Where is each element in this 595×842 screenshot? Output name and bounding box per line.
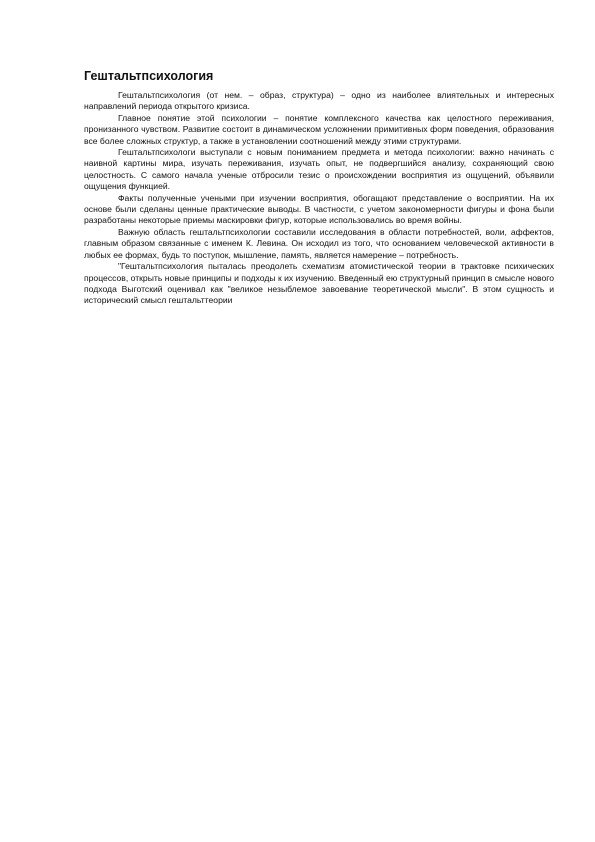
paragraph-4: Факты полученные учеными при изучении восприятия, обогащают представление о восприятии. На их основе были сделаны ценные практические выводы. В частности, с учетом закономерности фигуры и фона были разработаны некоторые приемы маскировки фигур, которые использовались во время войны. [84, 192, 554, 226]
paragraph-3: Гештальтпсихологи выступали с новым пониманием предмета и метода психологии: важно начинать с наивной картины мира, изучать переживания, изучать опыт, не подвергшийся анализу, сохраняющий свою целостность. С самого начала ученые отбросили тезис о происхождении восприятия из ощущений, объявили ощущения функцией. [84, 147, 554, 192]
paragraph-1: Гештальтпсихология (от нем. – образ, структура) – одно из наиболее влиятельных и интересных направлений периода открытого кризиса. [84, 90, 554, 112]
paragraph-2: Главное понятие этой психологии – понятие комплексного качества как целостного переживания, пронизанного чувством. Развитие состоит в динамическом усложнении примитивных форм поведения, образования все более сложных структур, а также в установлении соотношений между этими структурами. [84, 112, 554, 146]
document-title: Гештальтпсихология [84, 69, 214, 83]
paragraph-6: "Гештальтпсихология пыталась преодолеть схематизм атомистической теории в трактовке психических процессов, открыть новые принципы и подходы к их изучению. Введенный ею структурный принцип в смысле нового подхода Выготский оценивал как "великое незыблемое завоевание теоретической мысли". В этом сущность и исторический смысл гештальттеории [84, 261, 554, 306]
paragraph-5: Важную область гештальтпсихологии составили исследования в области потребностей, воли, аффектов, главным образом связанные с именем К. Левина. Он исходил из того, что основанием человеческой активности в любых ее формах, будь то поступок, мышление, память, является намерение – потребность. [84, 226, 554, 260]
document-page [84, 68, 554, 307]
